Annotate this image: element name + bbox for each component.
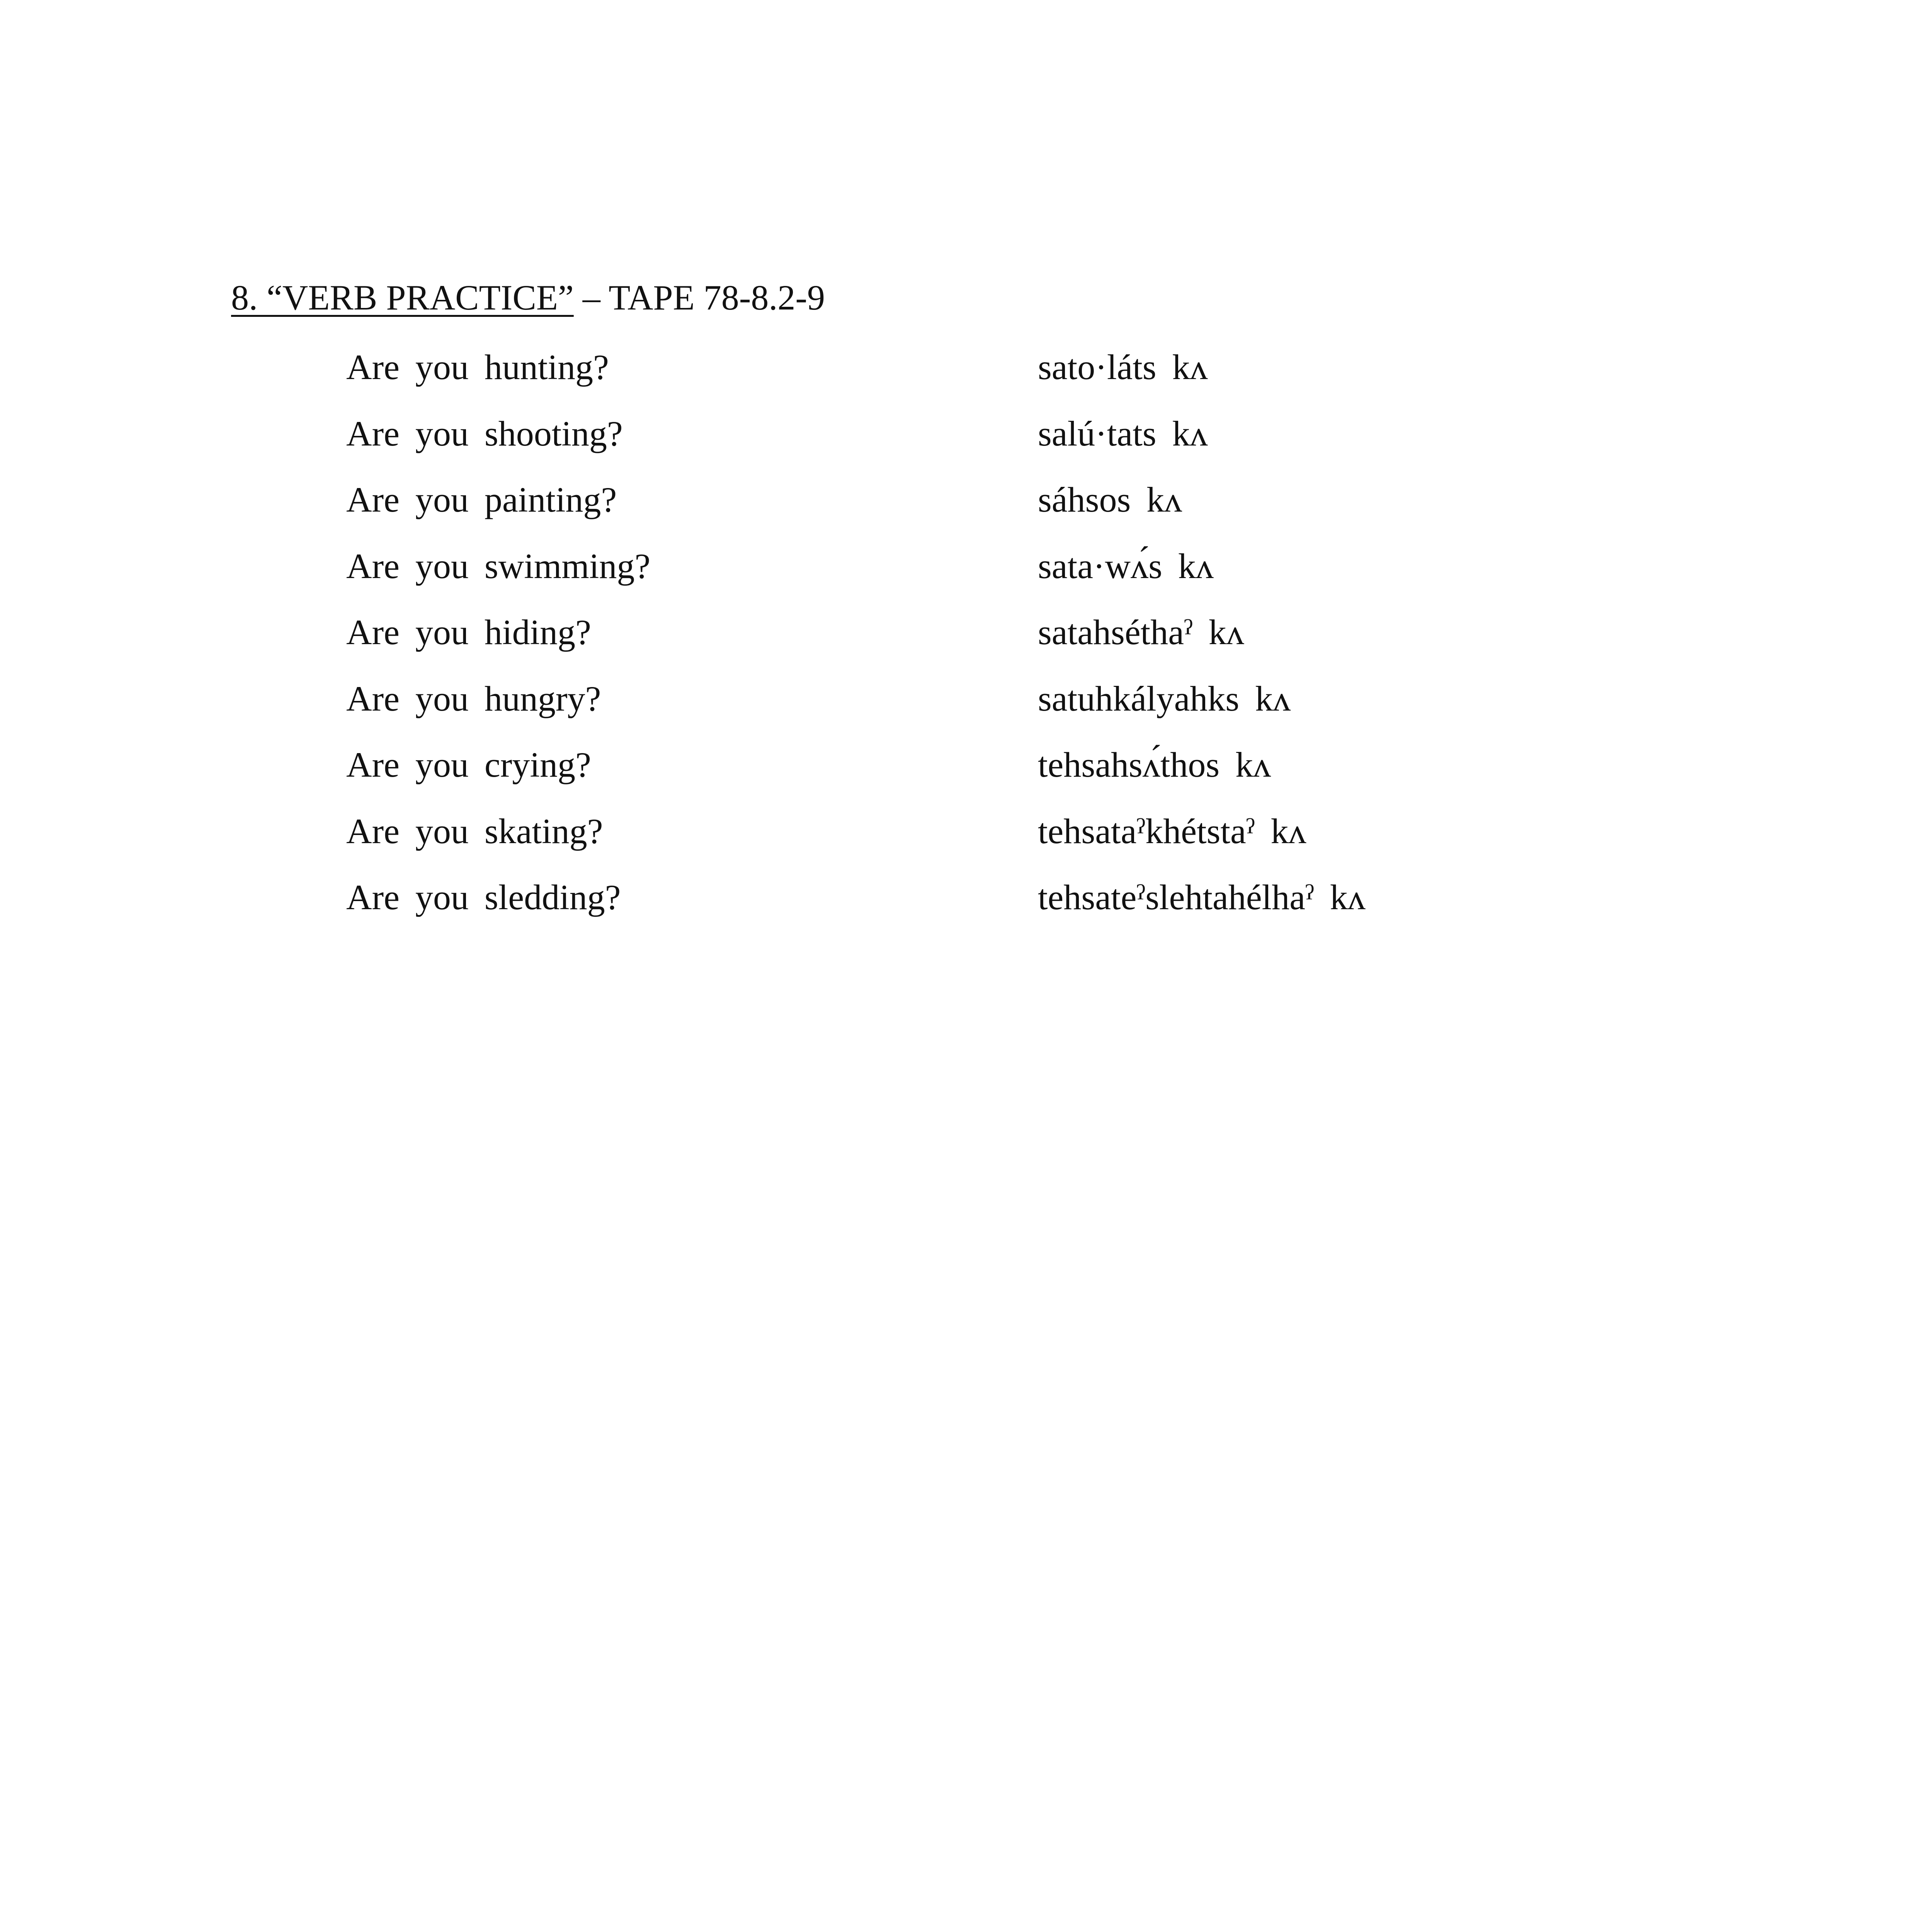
native-phrase: sata·wʌ́s kʌ (1038, 546, 1214, 586)
list-item (0, 473, 1932, 539)
section-title: 8. “VERB PRACTICE” (231, 278, 574, 317)
native-phrase: sáhsos kʌ (1038, 480, 1182, 519)
english-phrase: Are you sledding? (346, 878, 621, 917)
heading-separator: – (582, 278, 600, 317)
list-item (0, 406, 1932, 473)
native-phrase: salú·tats kʌ (1038, 413, 1208, 453)
vocabulary-list (0, 340, 1932, 937)
english-phrase: Are you hiding? (346, 612, 591, 652)
english-phrase: Are you shooting? (346, 413, 623, 453)
english-phrase: Are you painting? (346, 480, 617, 519)
native-phrase: satahséthaˀ kʌ (1038, 612, 1244, 652)
list-item (0, 804, 1932, 871)
list-item (0, 870, 1932, 937)
english-phrase: Are you hunting? (346, 347, 609, 387)
english-phrase: Are you skating? (346, 811, 603, 851)
native-phrase: tehsataˀkhétstaˀ kʌ (1038, 811, 1306, 851)
english-phrase: Are you crying? (346, 745, 591, 784)
native-phrase: sato·láts kʌ (1038, 347, 1208, 387)
tape-reference: TAPE 78-8.2-9 (609, 278, 825, 317)
native-phrase: tehsahsʌ́thos kʌ (1038, 745, 1271, 784)
list-item (0, 539, 1932, 605)
english-phrase: Are you swimming? (346, 546, 651, 586)
section-heading (231, 270, 825, 325)
list-item (0, 605, 1932, 672)
list-item (0, 672, 1932, 738)
native-phrase: satuhkályahks kʌ (1038, 679, 1291, 718)
list-item (0, 340, 1932, 406)
english-phrase: Are you hungry? (346, 679, 601, 718)
native-phrase: tehsateˀslehtahélhaˀ kʌ (1038, 878, 1366, 917)
list-item (0, 738, 1932, 804)
